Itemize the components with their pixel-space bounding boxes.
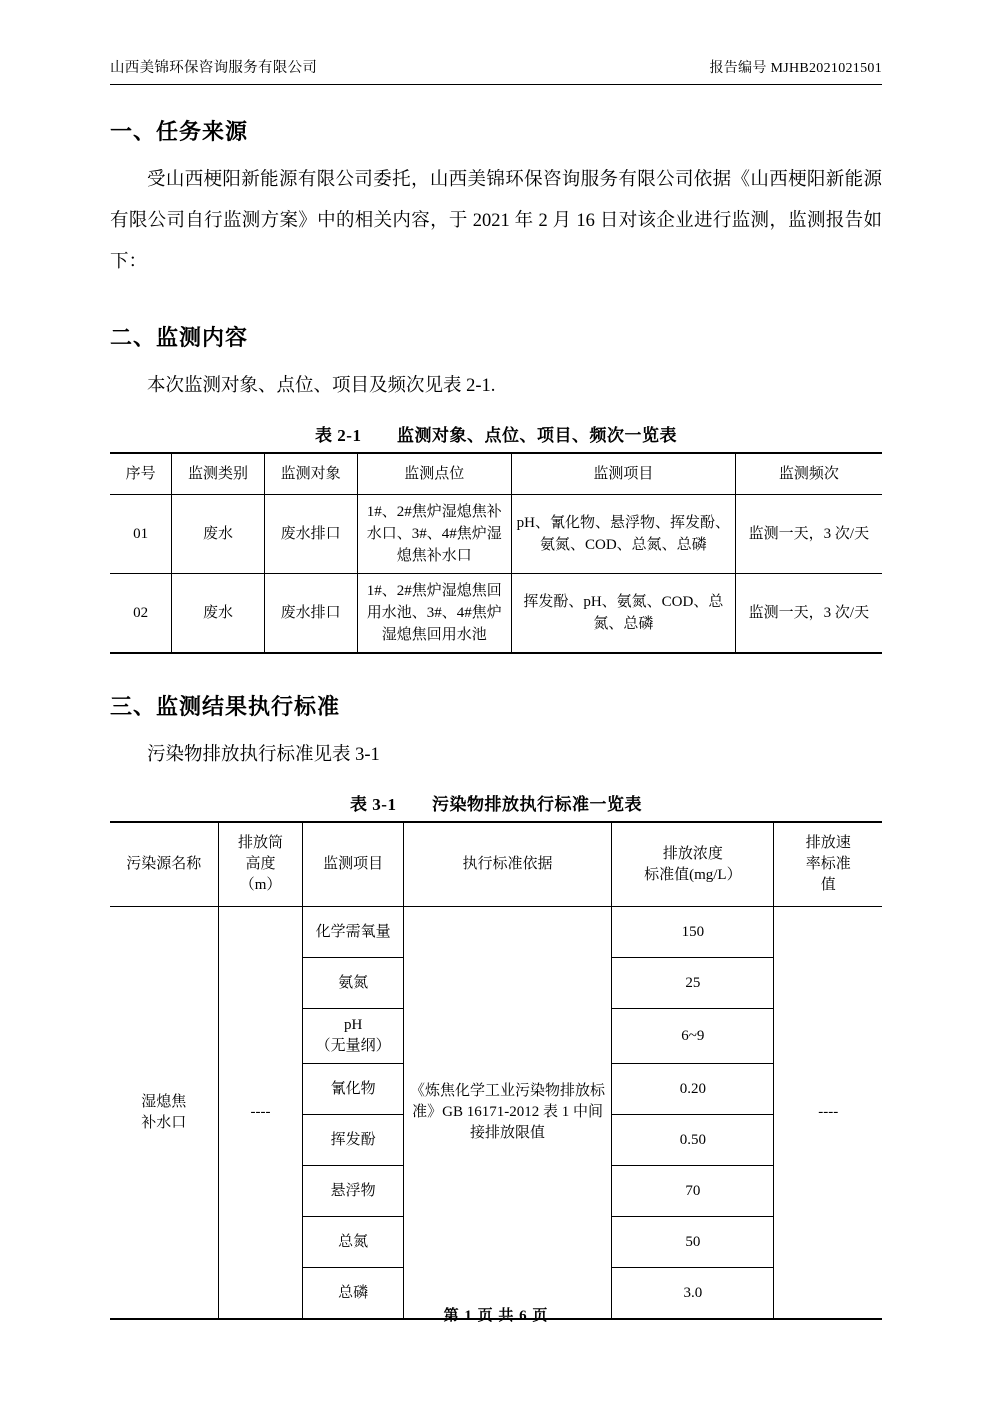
table-row — [110, 907, 882, 958]
header-company: 山西美锦环保咨询服务有限公司 — [110, 60, 318, 76]
row-1-items: 挥发酚、pH、氨氮、COD、总氮、总磷 — [511, 574, 735, 654]
row-1-freq: 监测一天，3 次/天 — [735, 574, 882, 654]
row-0-no: 01 — [110, 495, 172, 574]
source-name-cell — [110, 907, 218, 1320]
table-1-header-5: 监测频次 — [735, 453, 882, 495]
table-2-caption-text: 污染物排放执行标准一览表 — [431, 795, 642, 814]
table-1-caption — [110, 421, 882, 446]
item-name-6: 总氮 — [303, 1217, 403, 1268]
monitoring-content-table — [110, 452, 882, 654]
height-line-1: 排放筒 — [238, 835, 284, 851]
item-value-2: 6~9 — [612, 1009, 774, 1064]
row-1-no: 02 — [110, 574, 172, 654]
section-1-title: 一、任务来源 — [110, 119, 249, 144]
row-1-point: 1#、2#焦炉湿熄焦回用水池、3#、4#焦炉湿熄焦回用水池 — [357, 574, 511, 654]
stack-height-value: ---- — [218, 907, 303, 1320]
table-1-header-4: 监测项目 — [511, 453, 735, 495]
item-name-2 — [303, 1009, 403, 1064]
item-name-5: 悬浮物 — [303, 1166, 403, 1217]
row-1-object: 废水排口 — [264, 574, 357, 654]
item-value-7: 3.0 — [612, 1268, 774, 1320]
section-2-title: 二、监测内容 — [110, 325, 249, 350]
item-value-3: 0.20 — [612, 1064, 774, 1115]
row-0-category: 废水 — [172, 495, 265, 574]
page-footer: 第 1 页 共 6 页 — [443, 1308, 549, 1324]
row-0-items: pH、氰化物、悬浮物、挥发酚、氨氮、COD、总氮、总磷 — [511, 495, 735, 574]
item-name-4: 挥发酚 — [303, 1115, 403, 1166]
table-1-header-0: 序号 — [110, 453, 172, 495]
table-1-header-3: 监测点位 — [357, 453, 511, 495]
table-1-caption-number: 表 2-1 — [315, 426, 362, 445]
item-name-0: 化学需氧量 — [303, 907, 403, 958]
table-1-header-1: 监测类别 — [172, 453, 265, 495]
section-3-body: 污染物排放执行标准见表 3-1 — [147, 745, 380, 765]
height-line-3: （m） — [239, 877, 282, 893]
rate-line-3: 值 — [820, 877, 836, 893]
item-name-1: 氨氮 — [303, 958, 403, 1009]
height-line-2: 高度 — [245, 856, 276, 872]
emission-standard-table — [110, 821, 882, 1320]
rate-line-1: 排放速 — [805, 835, 851, 851]
section-3-title: 三、监测结果执行标准 — [110, 694, 341, 719]
table-row-header — [110, 453, 882, 495]
item-name-3: 氰化物 — [303, 1064, 403, 1115]
section-2-body: 本次监测对象、点位、项目及频次见表 2-1. — [147, 376, 496, 396]
table-2-header-rate — [774, 822, 882, 907]
item-value-5: 70 — [612, 1166, 774, 1217]
table-2-header-source: 污染源名称 — [110, 822, 218, 907]
item-name-2-line-1: pH — [343, 1017, 363, 1033]
table-2-header-standard: 执行标准依据 — [403, 822, 611, 907]
standard-basis: 《炼焦化学工业污染物排放标准》GB 16171-2012 表 1 中间接排放限值 — [403, 907, 611, 1320]
row-0-point: 1#、2#焦炉湿熄焦补水口、3#、4#焦炉湿熄焦补水口 — [357, 495, 511, 574]
section-1-body: 受山西梗阳新能源有限公司委托，山西美锦环保咨询服务有限公司依据《山西梗阳新能源有限公司自行监测方案》中的相关内容，于 2021 年 2 月 16 日对该企业进行监测，监测报告如下： — [110, 170, 882, 272]
table-row-header — [110, 822, 882, 907]
header-report-number: 报告编号 MJHB2021021501 — [709, 61, 882, 76]
source-name-line-2: 补水口 — [141, 1114, 187, 1131]
table-1-caption-text: 监测对象、点位、项目、频次一览表 — [396, 426, 677, 445]
table-2-header-item: 监测项目 — [303, 822, 403, 907]
table-row — [110, 574, 882, 654]
row-0-freq: 监测一天，3 次/天 — [735, 495, 882, 574]
table-2-header-concentration — [612, 822, 774, 907]
row-0-object: 废水排口 — [264, 495, 357, 574]
item-value-0: 150 — [612, 907, 774, 958]
item-value-4: 0.50 — [612, 1115, 774, 1166]
conc-line-1: 排放浓度 — [662, 845, 723, 862]
page-header — [110, 56, 882, 85]
source-name-line-1: 湿熄焦 — [141, 1093, 187, 1110]
table-1-header-2: 监测对象 — [264, 453, 357, 495]
item-value-6: 50 — [612, 1217, 774, 1268]
row-1-category: 废水 — [172, 574, 265, 654]
rate-standard-value: ---- — [774, 907, 882, 1320]
table-2-caption — [110, 790, 882, 815]
rate-line-2: 率标准 — [805, 856, 851, 872]
table-2-caption-number: 表 3-1 — [350, 795, 397, 814]
conc-line-2: 标准值(mg/L） — [644, 866, 742, 883]
table-2-header-height — [218, 822, 303, 907]
table-row — [110, 495, 882, 574]
item-name-2-line-2: （无量纲） — [315, 1038, 391, 1054]
item-value-1: 25 — [612, 958, 774, 1009]
item-name-7: 总磷 — [303, 1268, 403, 1320]
